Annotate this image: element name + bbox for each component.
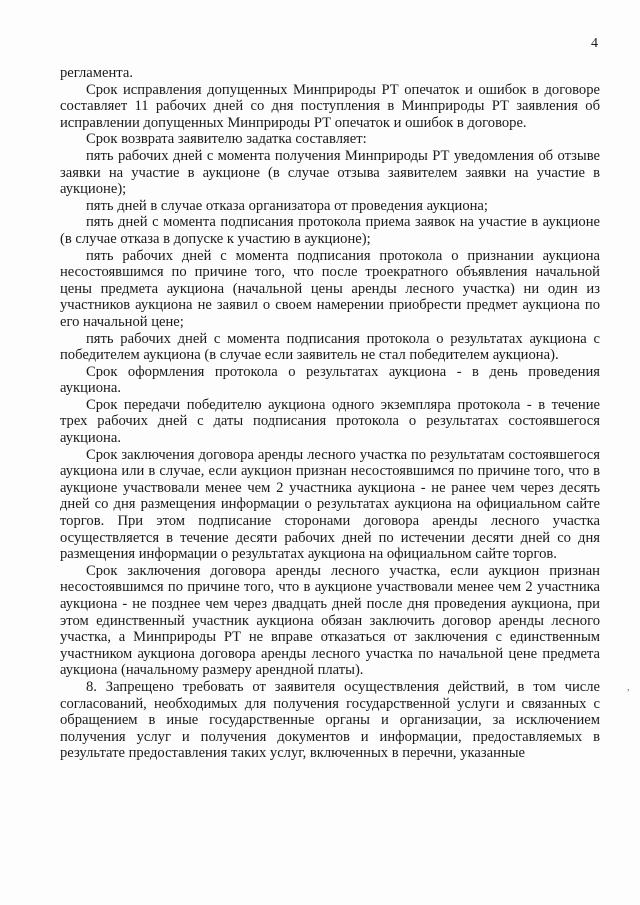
- document-body: [60, 65, 600, 762]
- paragraph-deposit-admission-refusal: пять дней с момента подписания протокола приема заявок на участие в аукционе (в случае отказа в допуске к участию в аукционе);: [60, 214, 600, 247]
- paragraph-deposit-return-intro: Срок возврата заявителю задатка составляет:: [86, 131, 367, 148]
- paragraph-error-correction-term: Срок исправления допущенных Минприроды РТ опечаток и ошибок в договоре составляет 11 рабочих дней со дня поступления в Минприроды РТ заявления об исправлении допущенных Минприроды РТ опечаток и ошибок в договоре.: [60, 81, 600, 131]
- paragraph-deposit-failed-auction: пять рабочих дней с момента подписания протокола о признании аукциона несостоявшимся по причине того, что после троекратного объявления начальной цены предмета аукциона (начальной цены аренды лесного участка) ни один из участников аукциона не заявил о своем намерении приобрести предмет аукциона по его начальной цене;: [60, 247, 600, 330]
- paragraph-protocol-transfer-term: Срок передачи победителю аукциона одного экземпляра протокола - в течение трех рабочих дней с даты подписания протокола о результатах состоявшегося аукциона.: [60, 396, 600, 447]
- page-number: 4: [591, 36, 598, 51]
- paragraph-deposit-not-winner: пять рабочих дней с момента подписания протокола о результатах аукциона с победителем аукциона (в случае если заявитель не стал победителем аукциона).: [60, 330, 600, 364]
- paragraph-section-8: 8. Запрещено требовать от заявителя осуществления действий, в том числе согласований, необходимых для получения государственной услуги и связанных с обращением в иные государственные органы и организации, за исключением получения услуг и получения документов и информации, предоставляемых в результате предоставления таких услуг, включенных в перечни, указанные: [60, 678, 600, 762]
- paragraph-lease-single-participant: Срок заключения договора аренды лесного участка, если аукцион признан несостоявшимся по причине того, что в аукционе участвовали менее чем 2 участника аукциона - не позднее чем через двадцать дней после дня проведения аукциона, при этом единственный участник аукциона обязан заключить договор аренды лесного участка, а Минприроды РТ не вправе отказаться от заключения с единственным участником аукциона договора аренды лесного участка по начальной цене предмета аукциона (начальному размеру арендной платы).: [60, 562, 600, 679]
- stray-mark: ,: [627, 682, 630, 693]
- paragraph-protocol-term: Срок оформления протокола о результатах аукциона - в день проведения аукциона.: [60, 363, 600, 397]
- paragraph-lease-contract-term: Срок заключения договора аренды лесного участка по результатам состоявшегося аукциона или в случае, если аукцион признан несостоявшимся по причине того, что в аукционе участвовали менее чем 2 участника аукциона - не ранее чем через десять дней со дня размещения информации о результатах аукциона на официальном сайте торгов. При этом подписание сторонами договора аренды лесного участка осуществляется в течение десяти рабочих дней по истечении десяти дней со дня размещения информации о результатах аукциона на официальном сайте торгов.: [60, 446, 600, 563]
- paragraph-deposit-withdrawal: пять рабочих дней с момента получения Минприроды РТ уведомления об отзыве заявки на участие в аукционе (в случае отзыва заявителем заявки на участие в аукционе);: [60, 147, 600, 198]
- paragraph-deposit-organizer-refusal: пять дней в случае отказа организатора от проведения аукциона;: [86, 197, 488, 214]
- paragraph-regulation-end: регламента.: [60, 65, 133, 81]
